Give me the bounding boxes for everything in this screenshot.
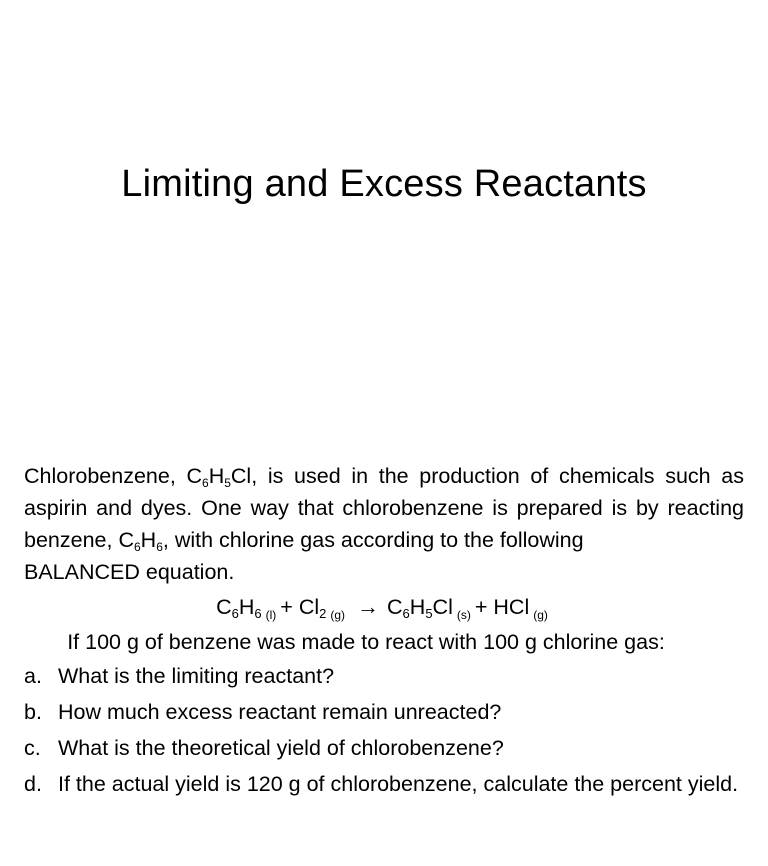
equation-term: C (387, 595, 403, 619)
paragraph-text: H (208, 464, 225, 488)
problem-paragraph (24, 460, 744, 588)
subscript: 5 (425, 606, 433, 621)
question-item (24, 768, 744, 800)
equation-term: C (216, 595, 232, 619)
question-list (24, 660, 744, 800)
slide-content (24, 460, 744, 804)
question-letter: d. (24, 772, 42, 796)
reaction-arrow-icon: → (357, 594, 380, 619)
question-letter: b. (24, 700, 42, 724)
question-item (24, 732, 744, 764)
question-text: How much excess reactant remain unreacted? (58, 700, 502, 724)
question-text: What is the limiting reactant? (58, 664, 335, 688)
equation-term: HCl (493, 595, 530, 619)
paragraph-text: Chlorobenzene, C (24, 464, 202, 488)
state-label: (g) (533, 608, 548, 622)
state-label: (s) (456, 608, 471, 622)
question-item (24, 696, 744, 728)
question-text: If the actual yield is 120 g of chlorobenzene, calculate the percent yield. (58, 772, 739, 796)
balanced-equation (24, 592, 744, 622)
subscript: 6 (156, 540, 163, 554)
subscript: 6 (254, 606, 262, 621)
question-item (24, 660, 744, 692)
question-letter: a. (24, 664, 42, 688)
paragraph-text: BALANCED equation. (24, 560, 235, 584)
question-text: What is the theoretical yield of chlorobenzene? (58, 736, 504, 760)
subscript: 5 (224, 476, 231, 490)
subscript: 6 (202, 476, 209, 490)
subscript: 6 (231, 606, 239, 621)
state-label: (g) (330, 608, 346, 622)
equation-operator: + (474, 595, 488, 619)
paragraph-text: , with chlorine gas according to the following (162, 528, 584, 552)
equation-operator: + (280, 595, 293, 619)
state-label: (l) (265, 608, 277, 622)
paragraph-text: H (140, 528, 157, 552)
equation-term: Cl (432, 595, 453, 619)
subscript: 2 (319, 606, 327, 621)
subscript: 6 (133, 540, 141, 554)
paragraph-text: Cl, is used in the production of chemicals such as aspirin and dyes. One way that chlorobenzene is prepared is by reacting benzene, C (24, 464, 744, 552)
question-intro: If 100 g of benzene was made to react with 100 g chlorine gas: (67, 630, 665, 654)
equation-term: Cl (298, 595, 320, 619)
equation-term: H (409, 595, 426, 619)
subscript: 6 (402, 606, 410, 621)
question-letter: c. (24, 736, 41, 760)
slide-title: Limiting and Excess Reactants (121, 163, 647, 205)
equation-term: H (238, 595, 255, 619)
